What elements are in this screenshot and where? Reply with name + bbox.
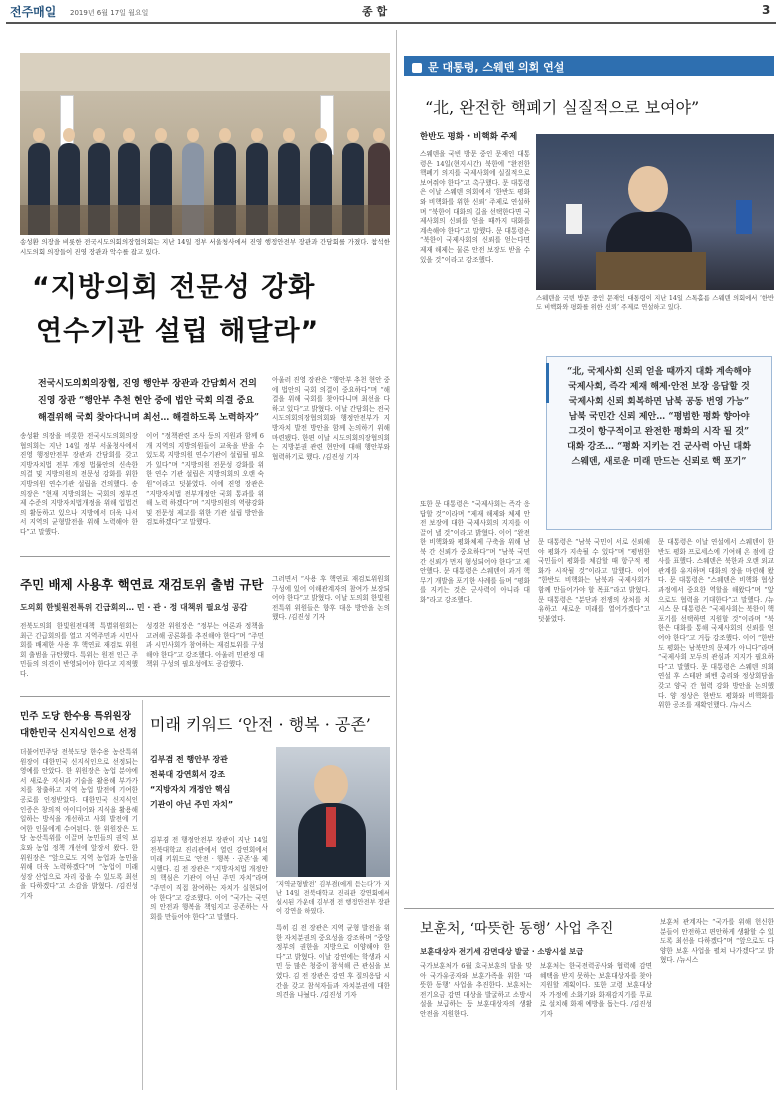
article6-body-col3: 보훈처 관계자는 “국가를 위해 헌신한 분들이 안전하고 편안하게 생활할 수 있도록 최선을 다하겠다”며 “앞으로도 다양한 보훈 사업을 펼쳐 나가겠다”고 밝혔다. /뉴시스	[660, 918, 774, 965]
center-column-rule	[396, 30, 397, 1090]
summary-line-2: 전북대 강연회서 강조	[150, 770, 226, 779]
article3-headline-line1: 민주 도당 한수용 특위원장	[20, 711, 131, 722]
article4-body-col2: 특히 김 전 장관은 지역 균형 발전을 위한 자치분권의 중요성을 강조하며 “중앙정부의 권한을 지방으로 이양해야 한다”고 밝혔다. 이날 강연에는 학생과 시민 등 많은 청중이 참석해 큰 관심을 보였다. 김 전 장관은 강연 후 질의응답 시간을 갖고 참석자들과 자치분권에 대한 의견을 나눴다. /김진성 기자	[276, 924, 390, 1000]
speaker-photo	[276, 747, 390, 877]
article5-body-col3: 문 대통령은 이날 연설에서 스웨덴이 한반도 평화 프로세스에 기여해 온 점에 감사를 표했다. 스웨덴은 북한과 오랜 외교 관계를 유지하며 대화의 장을 마련해 왔다. 문 대통령은 “스웨덴은 비핵화 협상 과정에서 중요한 역할을 해왔다”며 “앞으로도 협력을 기대한다”고 말했다. /뉴시스 문 대통령은 “국제사회는 북한이 핵 포기를 선택하면 지원할 것”이라며 “북한은 대화를 통해 국제사회의 신뢰를 얻어야 한다”고 거듭 강조했다. 이어 “한반도 평화는 남북만의 문제가 아니다”라며 “국제사회 모두의 관심과 지지가 필요하다”고 말했다. 문 대통령은 스웨덴 의회 연설 후 스테판 뢰벤 총리와 정상회담을 갖고 양국 간 협력 강화 방안을 논의했다. 양 정상은 한반도 평화와 비핵화를 위한 공조를 재확인했다. /뉴시스	[658, 538, 774, 710]
quote-line-1: “北, 국제사회 신뢰 얻을 때까지 대화 계속해야	[567, 367, 751, 377]
summary-line-4: 기관이 아닌 주민 자치”	[150, 800, 234, 809]
photo-caption: 송성환 의장을 비롯한 전국시도의회의장협의회는 지난 14일 정부 서울청사에서 진영 행정안전부 장관과 간담회를 가졌다. 참석한 시도의회 의장들이 진영 장관과 악수를 잡고 있다.	[20, 238, 390, 256]
masthead	[0, 3, 782, 21]
article2-body-col2: 성경찬 위원장은 “정부는 여론과 정책을 고려해 공론화를 추진해야 한다”며 “주민과 시민사회가 참여하는 재검토위를 구성해야 한다”고 강조했다. 아울러 민관정 대책위 구성의 필요성에도 공감했다.	[146, 622, 264, 669]
divider	[20, 696, 390, 697]
quote-line-5: 그것이 항구적이고 완전한 평화의 시작 될 것”	[568, 427, 750, 437]
article3-body: 더불어민주당 전북도당 한수용 농산특위원장이 대한민국 신지식인으로 선정되는 영예를 안았다. 한 위원장은 농업 분야에서 새로운 지식과 기술을 활용해 부가가치를 창출하고 지역 농업 발전에 기여한 공로를 인정받았다. 대한민국 신지식인 인증은 창의적 아이디어와 지식을 활용해 일하는 방식을 개선하고 사회 발전에 기여한 인물에게 수여된다. 한 위원장은 도당 농산특위를 이끌며 농민들의 권익 보호와 농업 정책 개선에 앞장서 왔다. 한 위원장은 “앞으로도 지역 농업과 농민을 위해 더욱 노력하겠다”며 “농업이 미래 성장 산업으로 자리 잡을 수 있도록 최선을 다하겠다”고 소감을 밝혔다. /김진성 기자	[20, 748, 138, 900]
summary-line-1: 김부겸 전 행안부 장관	[150, 755, 228, 764]
article2-subhead: 도의회 한빛원전특위 긴급회의… 민 · 관 · 정 대책위 필요성 공감	[20, 603, 248, 612]
column-rule	[142, 700, 143, 1090]
article5-body-col2: 문 대통령은 “남북 국민이 서로 신뢰해야 평화가 지속될 수 있다”며 “평범한 국민들이 평화를 체감할 때 항구적 평화가 시작될 것”이라고 말했다. 이어 “한반도 비핵화는 남북과 국제사회가 함께 만들어가야 할 목표”라고 밝혔다. 문 대통령은 “분단과 전쟁의 상처를 치유하고 새로운 미래를 열어가겠다”고 덧붙였다.	[538, 538, 650, 623]
section-name: 종 합	[362, 5, 388, 18]
article5-subhead: 한반도 평화 · 비핵화 주제	[420, 132, 518, 142]
quote-line-2: 국제사회, 즉각 제재 해제·안전 보장 응답할 것	[568, 382, 750, 392]
speaker-photo-caption: ‘지역균형발전’ 김부겸(에게 듣는다’가 지난 14일 전북대학교 진리관 강연회에서 실시된 가운데 김부겸 전 행정안전부 장관이 강연을 하였다.	[276, 881, 390, 915]
president-photo-caption: 스웨덴을 국빈 방문 중인 문재인 대통령이 지난 14일 스톡홀름 스웨덴 의회에서 ‘한반도 비핵화와 평화를 위한 신뢰’ 주제로 연설하고 있다.	[536, 295, 774, 311]
article5-body-col1b: 또한 문 대통령은 “국제사회는 즉각 응답할 것”이라며 “제재 해제와 체제 안전 보장에 대한 국제사회의 지지를 이끌어 낼 것”이라고 밝혔다. 이어 “완전한 비핵화와 평화체제 구축을 위해 남북 간 신뢰가 중요하다”며 “남북 국민 간 신뢰가 먼저 형성되어야 한다”고 제안했다. 문 대통령은 스웨덴이 과거 핵무기 개발을 포기한 사례를 들며 “평화를 지키는 것은 군사력이 아니라 대화”라고 강조했다.	[420, 500, 530, 604]
article6-subhead: 보훈대상자 전기세 감면대상 발굴 · 소방시설 보급	[420, 947, 584, 956]
quote-line-4: 남북 국민간 신뢰 제안… “평범한 평화 향아야	[568, 412, 750, 422]
summary-line-3: “지방자치 개정안 핵심	[150, 785, 231, 794]
article2-body-col1: 전북도의회 한빛원전대책 특별위원회는 최근 긴급회의를 열고 지역주민과 시민사회를 배제한 사용 후 핵연료 재검토 위원회 출범을 규탄했다. 특위는 원전 인근 주민들의 의견이 반영되어야 한다고 지적했다.	[20, 622, 138, 678]
article-subhead-1: 전국시도의회의장협, 진영 행안부 장관과 간담회서 건의	[38, 379, 257, 389]
article-subhead-2: 진영 장관 “행안부 추천 현안 중에 법안 국회 의결 중요	[38, 396, 254, 406]
article6-body-col1: 국가보훈처가 6월 호국보훈의 달을 맞아 국가유공자와 보훈가족을 위한 ‘따뜻한 동행’ 사업을 추진한다. 보훈처는 전기요금 감면 대상을 발굴하고 소방시설을 보급하는 등 보훈대상자의 생활 안전을 지원한다.	[420, 962, 532, 1018]
article-headline-line1: “지방의회 전문성 강화	[32, 272, 316, 303]
article4-headline: 미래 키워드 ‘안전 · 행복 · 공존’	[150, 715, 371, 734]
president-speech-photo	[536, 134, 774, 290]
pull-quote-box	[546, 356, 772, 530]
article-subhead-3: 해결위해 국회 찾아다니며 최선… 해결하도록 노력하자”	[38, 413, 260, 423]
quote-line-7: 스웨덴, 새로운 미래 만드는 신뢰로 핵 포기”	[571, 457, 747, 467]
article4-body-col1: 김부겸 전 행정안전부 장관이 지난 14일 전북대학교 진리관에서 열린 강연회에서 미래 키워드로 ‘안전 · 행복 · 공존’을 제시했다. 김 전 장관은 “지방자치법 개정안의 핵심은 기관이 아닌 주민 자치”라며 “주민이 직접 참여하는 자치가 실현되어야 한다”고 강조했다. 이어 “국가는 국민의 안전과 행복을 책임지고 공존하는 사회를 만들어야 한다”고 말했다.	[150, 836, 268, 921]
section-banner: 문 대통령, 스웨덴 의회 연설	[404, 56, 774, 76]
article5-body-col1: 스웨덴을 국빈 방문 중인 문재인 대통령은 14일(현지시간) 북한에 “완전한 핵폐기 의지를 국제사회에 실질적으로 보여줘야 한다”고 촉구했다. 문 대통령은 이날 스웨덴 의회에서 ‘한반도 평화와 비핵화를 위한 신뢰’ 주제로 연설하며 “북한이 대화의 길을 선택한다면 국제사회의 신뢰를 얻을 때까지 대화를 계속해야 한다”고 말했다. 문 대통령은 “북한이 국제사회의 신뢰를 얻는다면 제재 해제는 물론 안전 보장도 받을 수 있을 것”이라고 강조했다.	[420, 150, 530, 264]
article5-body-extra: 문 대통령은 “국제사회는 북한이 핵 포기를 선택하면 지원할 것”이라며 “북한은 대화를 통해 국제사회의 신뢰를 얻어야 한다”고 거듭 강조했다. 이어 “한반도 평화는 남북만의 문제가 아니다”라며 “국제사회 모두의 관심과 지지가 필요하다”고 말했다. 문 대통령은 스웨덴 의회 연설 후 스테판 뢰벤 총리와 정상회담을 갖고 양국 간 협력 강화 방안을 논의했다. 양 정상은 한반도 평화와 비핵화를 위한 공조를 재확인했다. /뉴시스	[658, 605, 774, 710]
article5-headline: “北, 완전한 핵폐기 실질적으로 보여야”	[425, 98, 700, 117]
article3-headline-line2: 대한민국 신지식인으로 선정	[20, 728, 137, 739]
article2-headline: 주민 배제 사용후 핵연료 재검토위 출범 규탄	[20, 577, 264, 592]
quote-line-3: 국제사회 신뢰 회복하면 남북 공동 번영 가능”	[568, 397, 750, 407]
article-body-col3: 아울러 진영 장관은 “행안부 추천 현안 중에 법안의 국회 의결이 중요하다”며 “해결을 위해 국회를 찾아다니며 최선을 다하고 있다”고 밝혔다. 이날 간담회는 전국시도의회의장협의회와 행정안전부가 지방자치 발전 방안을 함께 논의하기 위해 마련됐다. 한편 이날 시도의회의장협의회는 지방분권 관련 현안에 대해 행안부와 협력하기로 했다. /김진성 기자	[272, 376, 390, 461]
article-body-col1: 송성환 의장을 비롯한 전국시도의회의장협의회는 지난 14일 정부 서울청사에서 진영 행정안전부 장관과 간담회를 갖고 지방자치법 전부 개정 법률안의 신속한 의결 및 지방의원의 전문성 강화를 위한 지방의원 연수기관 설립을 건의했다. 송 의장은 “현재 지방의회는 국회의 정부견제 수준의 지방자치법개정을 위해 입법건의 활동하고 있으나 지방에서 더욱 나서서 지역의 균형발전을 위해 노력해야 한다”고 말했다.	[20, 432, 138, 536]
article2-body-col3: 그러면서 “사용 후 핵연료 재검토위원회 구성에 있어 이해관계자의 참여가 보장되어야 한다”고 밝혔다. 이날 도의회 한빛원전특위 위원들은 향후 대응 방안을 논의했다. /김진성 기자	[272, 575, 390, 622]
article-body-col2: 이어 “정책관련 조사 등의 지원과 함께 6개 지역의 지방의원들이 교육을 받을 수 있도록 지방의원 연수기관이 설립될 필요가 있다”며 “지방의원 전문성 강화를 위한 연수 기관 설립은 지방의회의 오랜 숙원”이라고 덧붙였다. 이에 진영 장관은 “지방자치법 전부개정안 국회 통과를 위해 노력 하겠다”며 “지방의원의 역량강화 및 전문성 제고를 위한 기관 설립 방안을 검토하겠다”고 말했다.	[146, 432, 264, 527]
issue-date: 2019년 6월 17일 월요일	[70, 9, 149, 17]
article4-summary-box	[150, 752, 268, 832]
newspaper-name: 전주매일	[10, 5, 57, 19]
masthead-rule	[6, 22, 776, 24]
article-headline-line2: 연수기관 설립 해달라”	[36, 316, 320, 347]
quote-line-6: 대화 강조… “평화 지키는 건 군사력 아닌 대화	[567, 442, 751, 452]
council-meeting-photo	[20, 53, 390, 235]
page-number: 3	[762, 3, 771, 17]
divider	[20, 556, 390, 557]
article6-body-col2: 보훈처는 한국전력공사와 협력해 감면 혜택을 받지 못하는 보훈대상자를 찾아 지원할 계획이다. 또한 고령 보훈대상자 가정에 소화기와 화재감지기를 무료로 설치해 화재 예방을 돕는다. /김진성 기자	[540, 962, 652, 1018]
article6-headline: 보훈처, ‘따뜻한 동행’ 사업 추진	[420, 921, 614, 937]
divider	[404, 908, 774, 909]
